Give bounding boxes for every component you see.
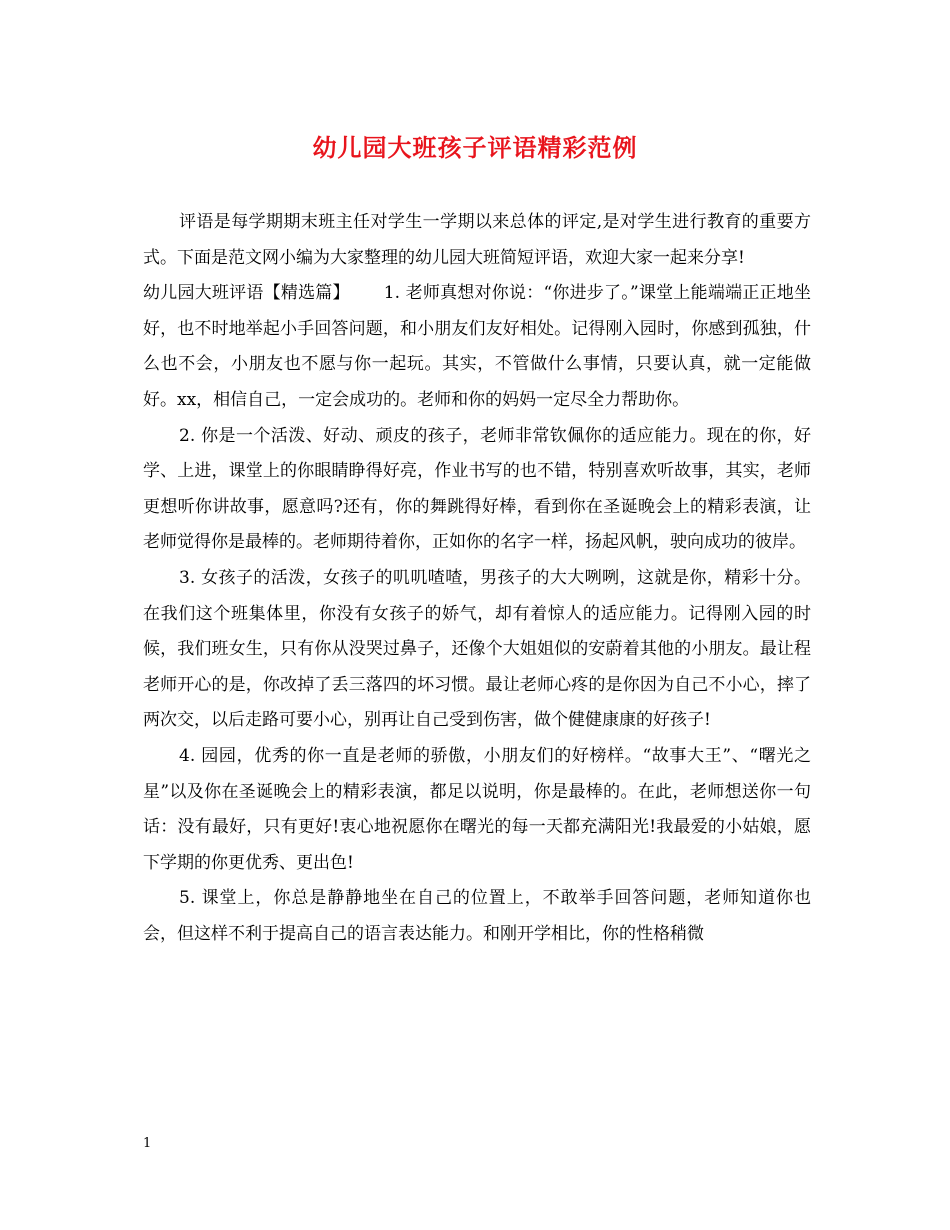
comment-item-2: 2. 你是一个活泼、好动、顽皮的孩子，老师非常钦佩你的适应能力。现在的你，好学、上进，课堂上的你眼睛睁得好亮，作业书写的也不错，特别喜欢听故事，其实，老师更想听你讲故事，愿意吗?还有，你的舞跳得好棒，看到你在圣诞晚会上的精彩表演，让老师觉得你是最棒的。老师期待着你，正如你的名字一样，扬起风帆，驶向成功的彼岸。 [143, 425, 811, 553]
section-with-first-item [143, 276, 811, 418]
intro-paragraph: 评语是每学期期末班主任对学生一学期以来总体的评定,是对学生进行教育的重要方式。下面是范文网小编为大家整理的幼儿园大班简短评语，欢迎大家一起来分享! [143, 212, 811, 268]
comment-item-4: 4. 园园，优秀的你一直是老师的骄傲，小朋友们的好榜样。“故事大王”、“曙光之星”以及你在圣诞晚会上的精彩表演，都足以说明，你是最棒的。在此，老师想送你一句话：没有最好，只有更好!衷心地祝愿你在曙光的每一天都充满阳光!我最爱的小姑娘，愿下学期的你更优秀、更出色! [143, 745, 811, 873]
comment-item-1: 1. 老师真想对你说：“你进步了。”课堂上能端端正正地坐好，也不时地举起小手回答问题，和小朋友们友好相处。记得刚入园时，你感到孤独，什么也不会，小朋友也不愿与你一起玩。其实，不管做什么事情，只要认真，就一定能做好。xx，相信自己，一定会成功的。老师和你的妈妈一定尽全力帮助你。 [143, 283, 812, 410]
page-number: 1 [143, 1136, 152, 1151]
comment-item-3: 3. 女孩子的活泼，女孩子的叽叽喳喳，男孩子的大大咧咧，这就是你，精彩十分。在我们这个班集体里，你没有女孩子的娇气，却有着惊人的适应能力。记得刚入园的时候，我们班女生，只有你从没哭过鼻子，还像个大姐姐似的安蔚着其他的小朋友。最让程老师开心的是，你改掉了丢三落四的坏习惯。最让老师心疼的是你因为自己不小心，摔了两次交，以后走路可要小心，别再让自己受到伤害，做个健健康康的好孩子! [143, 567, 811, 731]
document-title: 幼儿园大班孩子评语精彩范例 [312, 133, 638, 162]
document-body [143, 205, 811, 952]
section-heading: 幼儿园大班评语【精选篇】 [143, 283, 350, 304]
comment-item-5: 5. 课堂上，你总是静静地坐在自己的位置上，不敢举手回答问题，老师知道你也会，但这样不利于提高自己的语言表达能力。和刚开学相比，你的性格稍微 [143, 888, 811, 944]
